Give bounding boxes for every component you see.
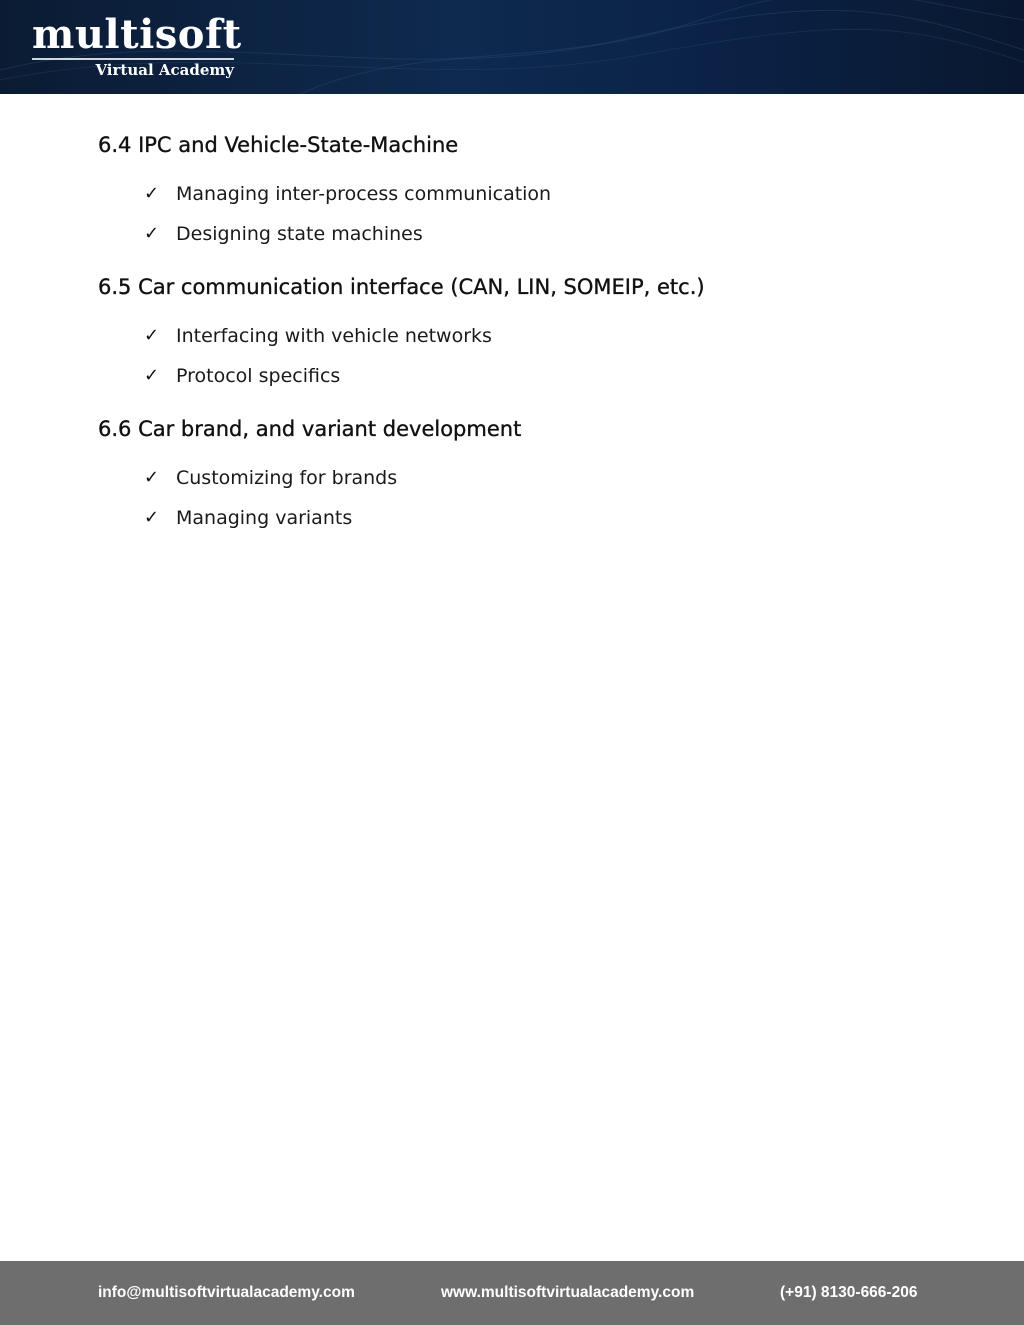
list-item bbox=[98, 316, 958, 356]
section-6-4 bbox=[98, 128, 958, 254]
list-item bbox=[98, 458, 958, 498]
brand-name: multisoft bbox=[32, 11, 242, 58]
section-title: 6.4 IPC and Vehicle-State-Machine bbox=[98, 133, 459, 157]
brand-logo[interactable] bbox=[32, 11, 242, 80]
main-content bbox=[98, 128, 958, 554]
section-6-5 bbox=[98, 270, 958, 396]
list-item bbox=[98, 174, 958, 214]
footer-website-link[interactable]: www.multisoftvirtualacademy.com bbox=[441, 1284, 695, 1301]
brand-tagline: Virtual Academy bbox=[95, 61, 234, 79]
check-list bbox=[98, 174, 958, 254]
list-item bbox=[98, 498, 958, 538]
footer-email-link[interactable]: info@multisoftvirtualacademy.com bbox=[98, 1284, 355, 1301]
list-item-text: Managing variants bbox=[176, 507, 353, 529]
list-item-text: Managing inter-process communication bbox=[176, 183, 552, 205]
list-item bbox=[98, 214, 958, 254]
checkmark-icon: ✓ bbox=[144, 183, 160, 204]
check-list bbox=[98, 458, 958, 538]
checkmark-icon: ✓ bbox=[144, 507, 160, 528]
check-list bbox=[98, 316, 958, 396]
checkmark-icon: ✓ bbox=[144, 365, 160, 386]
list-item bbox=[98, 356, 958, 396]
checkmark-icon: ✓ bbox=[144, 325, 160, 346]
checkmark-icon: ✓ bbox=[144, 223, 160, 244]
section-6-6 bbox=[98, 412, 958, 538]
checkmark-icon: ✓ bbox=[144, 467, 160, 488]
list-item-text: Protocol specifics bbox=[176, 365, 341, 387]
page-footer bbox=[0, 1261, 1024, 1325]
page-header bbox=[0, 0, 1024, 94]
section-title: 6.5 Car communication interface (CAN, LIN, SOMEIP, etc.) bbox=[98, 275, 705, 299]
list-item-text: Interfacing with vehicle networks bbox=[176, 325, 492, 347]
list-item-text: Customizing for brands bbox=[176, 467, 398, 489]
list-item-text: Designing state machines bbox=[176, 223, 423, 245]
footer-phone-link[interactable]: (+91) 8130-666-206 bbox=[780, 1284, 918, 1301]
section-title: 6.6 Car brand, and variant development bbox=[98, 417, 522, 441]
